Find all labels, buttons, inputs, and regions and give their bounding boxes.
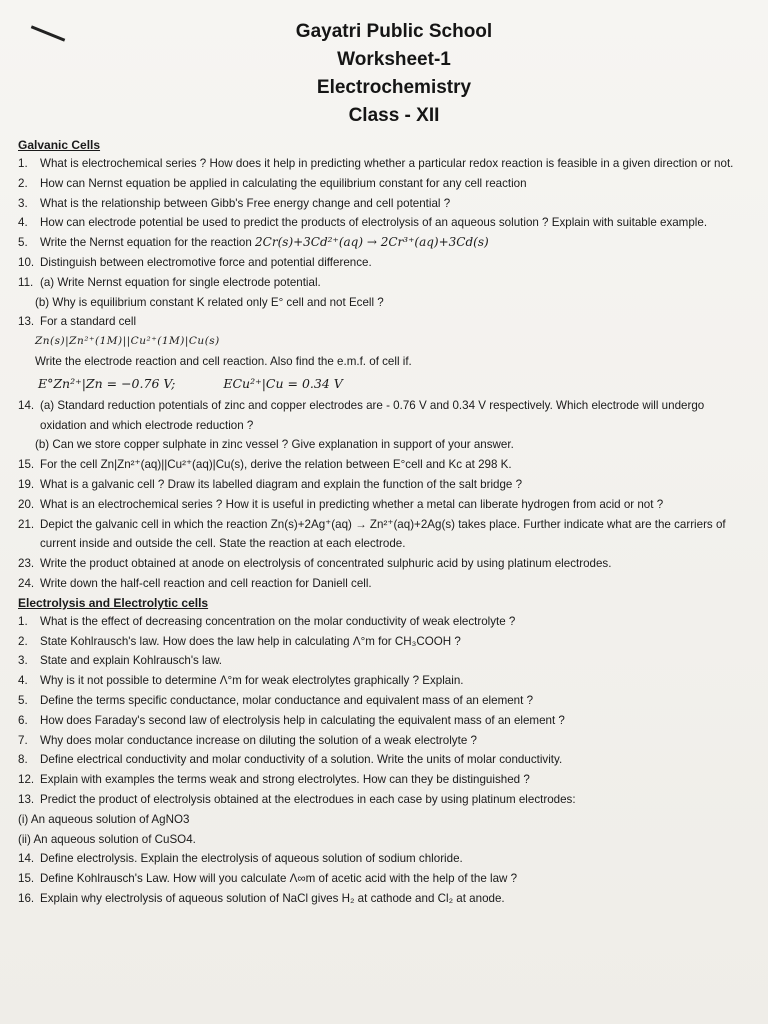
question-4: 4. How can electrode potential be used to predict the products of electrolysis of an aqueous solution ? Explain with suitable example.: [18, 216, 708, 230]
electrolysis-question-7: 7. Why does molar conductance increase on diluting the solution of a weak electrolyte ?: [18, 733, 477, 747]
electrolysis-question-5: 5. Define the terms specific conductance, molar conductance and equivalent mass of an element ?: [18, 693, 534, 707]
question-5: 5. Write the Nernst equation for the reaction 2Cr(s)+3Cd²⁺(aq) → 2Cr³⁺(aq)+3Cd(s): [18, 235, 489, 250]
electrolysis-question-12: 12. Explain with examples the terms weak and strong electrolytes. How can they be distinguished ?: [18, 773, 530, 787]
question-11: 11. (a) Write Nernst equation for single electrode potential.: [18, 275, 321, 289]
copper-potential: ECu²⁺|Cu = 0.34 V: [223, 375, 343, 391]
question-23: 23. Write the product obtained at anode on electrolysis of concentrated sulphuric acid by using platinum electrodes.: [18, 557, 612, 571]
electrolysis-question-13: 13. Predict the product of electrolysis obtained at the electrodues in each case by using platinum electrodes:: [18, 792, 576, 806]
electrolysis-question-13-i: (i) An aqueous solution of AgNO3: [18, 812, 190, 826]
nernst-reaction-equation: 2Cr(s)+3Cd²⁺(aq) → 2Cr³⁺(aq)+3Cd(s): [255, 235, 489, 250]
question-3: 3. What is the relationship between Gibb's Free energy change and cell potential ?: [18, 196, 451, 210]
zinc-potential: E°Zn²⁺|Zn = −0.76 V;: [38, 375, 176, 391]
electrode-potentials: [18, 372, 752, 396]
question-14-b: (b) Can we store copper sulphate in zinc vessel ? Give explanation in support of your answer.: [35, 438, 514, 452]
worksheet-number: Worksheet-1: [337, 49, 451, 70]
question-1: 1. What is electrochemical series ? How does it help in predicting whether a particular redox reaction is feasible in a given direction or not.: [18, 157, 734, 170]
question-21: 21. Depict the galvanic cell in which the reaction Zn(s)+2Ag⁺(aq) → Zn²⁺(aq)+2Ag(s) takes place. Further indicate what are the carriers of current inside and outside the cell. State the reaction at each electrode.: [18, 517, 726, 551]
question-11-b: (b) Why is equilibrium constant K related only E° cell and not Ecell ?: [35, 295, 384, 309]
question-13-b: Write the electrode reaction and cell reaction. Also find the e.m.f. of cell if.: [35, 354, 412, 368]
question-20: 20. What is an electrochemical series ? How it is useful in predicting whether a metal can liberate hydrogen from acid or not ?: [18, 497, 664, 511]
electrolysis-question-6: 6. How does Faraday's second law of electrolysis help in calculating the equivalent mass of an element ?: [18, 713, 565, 727]
school-name: Gayatri Public School: [295, 21, 493, 42]
electrolysis-question-1: 1. What is the effect of decreasing concentration on the molar conductivity of weak electrolyte ?: [18, 614, 516, 628]
class-title: Class - XII: [348, 105, 440, 126]
standard-cell-notation: Zn(s)|Zn²⁺(1M)||Cu²⁺(1M)|Cu(s): [35, 335, 220, 348]
worksheet-content: [18, 136, 752, 909]
electrolysis-question-4: 4. Why is it not possible to determine Λ°m for weak electrolytes graphically ? Explain.: [18, 674, 464, 688]
question-2: 2. How can Nernst equation be applied in calculating the equilibrium constant for any cell reaction: [18, 176, 527, 190]
electrolysis-question-14: 14. Define electrolysis. Explain the electrolysis of aqueous solution of sodium chloride.: [18, 852, 463, 866]
section-title-galvanic: Galvanic Cells: [18, 138, 101, 152]
section-title-electrolysis: Electrolysis and Electrolytic cells: [18, 595, 209, 610]
question-15: 15. For the cell Zn|Zn²⁺(aq)||Cu²⁺(aq)|Cu(s), derive the relation between E°cell and Kc at 298 K.: [18, 458, 512, 472]
question-10: 10. Distinguish between electromotive force and potential difference.: [18, 255, 372, 269]
electrolysis-question-3: 3. State and explain Kohlrausch's law.: [18, 654, 223, 668]
electrolysis-question-2: 2. State Kohlrausch's law. How does the law help in calculating Λ°m for CH₃COOH ?: [18, 634, 461, 648]
question-13: 13. For a standard cell: [18, 315, 137, 329]
question-24: 24. Write down the half-cell reaction and cell reaction for Daniell cell.: [18, 576, 372, 590]
electrolysis-question-15: 15. Define Kohlrausch's Law. How will you calculate Λ∞m of acetic acid with the help of the law ?: [18, 872, 518, 886]
electrolysis-question-8: 8. Define electrical conductivity and molar conductivity of a solution. Write the units of molar conductivity.: [18, 753, 563, 767]
electrolysis-question-13-ii: (ii) An aqueous solution of CuSO4.: [18, 832, 196, 846]
worksheet-header: [0, 18, 768, 130]
question-19: 19. What is a galvanic cell ? Draw its labelled diagram and explain the function of the salt bridge ?: [18, 477, 523, 491]
subject-title: Electrochemistry: [316, 77, 472, 98]
question-14: 14. (a) Standard reduction potentials of zinc and copper electrodes are - 0.76 V and 0.34 V respectively. Which electrode will undergo oxidation and which electrode reduction ?: [18, 398, 705, 432]
electrolysis-question-16: 16. Explain why electrolysis of aqueous solution of NaCl gives H₂ at cathode and Cl₂ at anode.: [18, 891, 505, 905]
